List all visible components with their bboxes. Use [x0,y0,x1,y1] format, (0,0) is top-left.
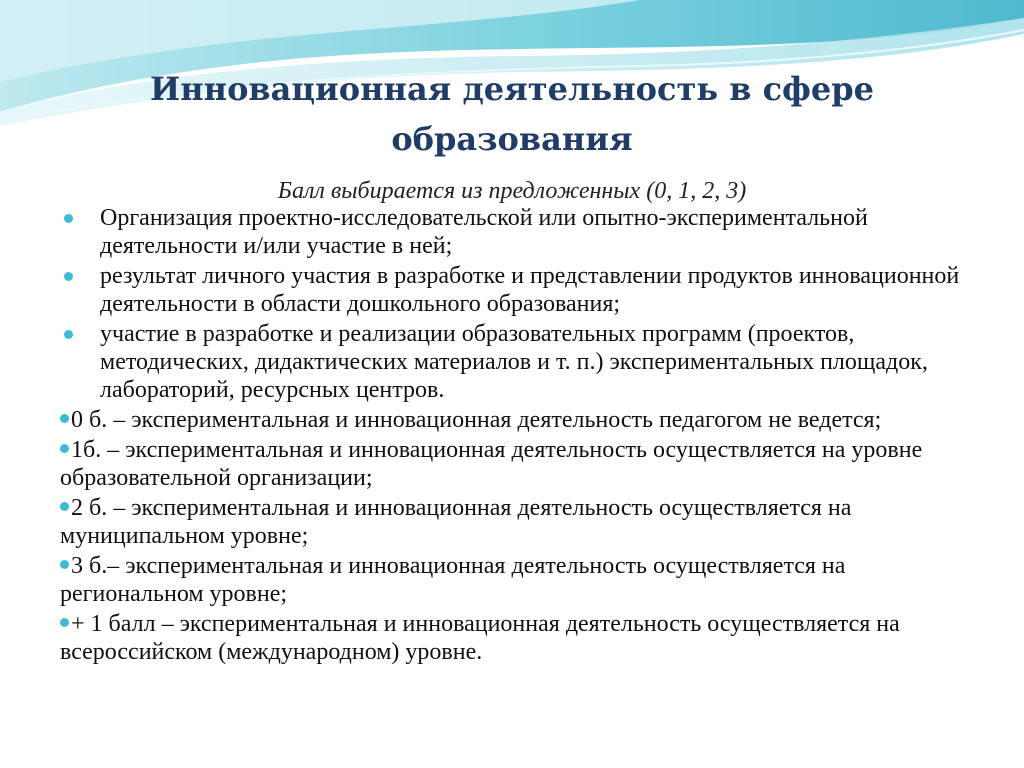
list-item [60,262,980,318]
list-item-text: + 1 балл – экспериментальная и инновационная деятельность осуществляется на всероссийском (международном) уровне. [60,611,900,665]
list-item [60,406,980,434]
list-item [60,610,980,666]
list-item [60,494,980,550]
bullet-dot-icon [60,502,69,511]
list-item-text: результат личного участия в разработке и представлении продуктов инновационной деятельности в области дошкольного образования; [100,263,960,317]
page-title: Инновационная деятельность в сфере образования [149,70,874,158]
bullet-dot-icon [64,214,73,223]
bullet-dot-icon [60,444,69,453]
bullet-dot-icon [60,618,69,627]
bullet-dot-icon [64,330,73,339]
bullet-dot-icon [64,272,73,281]
list-item-text: Организация проектно-исследовательской или опытно-экспериментальной деятельности и/или участие в ней; [100,205,868,259]
list-item-text: 0 б. – экспериментальная и инновационная деятельность педагогом не ведется; [71,407,882,433]
list-item [60,204,980,260]
list-item [60,436,980,492]
list-item-text: участие в разработке и реализации образовательных программ (проектов, методических, дидактических материалов и т. п.) экспериментальных площадок, лабораторий, ресурсных центров. [100,321,928,403]
page-subtitle: Балл выбирается из предложенных (0, 1, 2, 3) [277,178,747,204]
list-item [60,320,980,404]
bullet-dot-icon [60,414,69,423]
bullet-list [60,204,980,668]
list-item-text: 3 б.– экспериментальная и инновационная деятельность осуществляется на региональном уровне; [60,553,846,607]
bullet-dot-icon [60,560,69,569]
list-item-text: 2 б. – экспериментальная и инновационная деятельность осуществляется на муниципальном уровне; [60,495,852,549]
list-item [60,552,980,608]
list-item-text: 1б. – экспериментальная и инновационная деятельность осуществляется на уровне образовательной организации; [60,437,923,491]
